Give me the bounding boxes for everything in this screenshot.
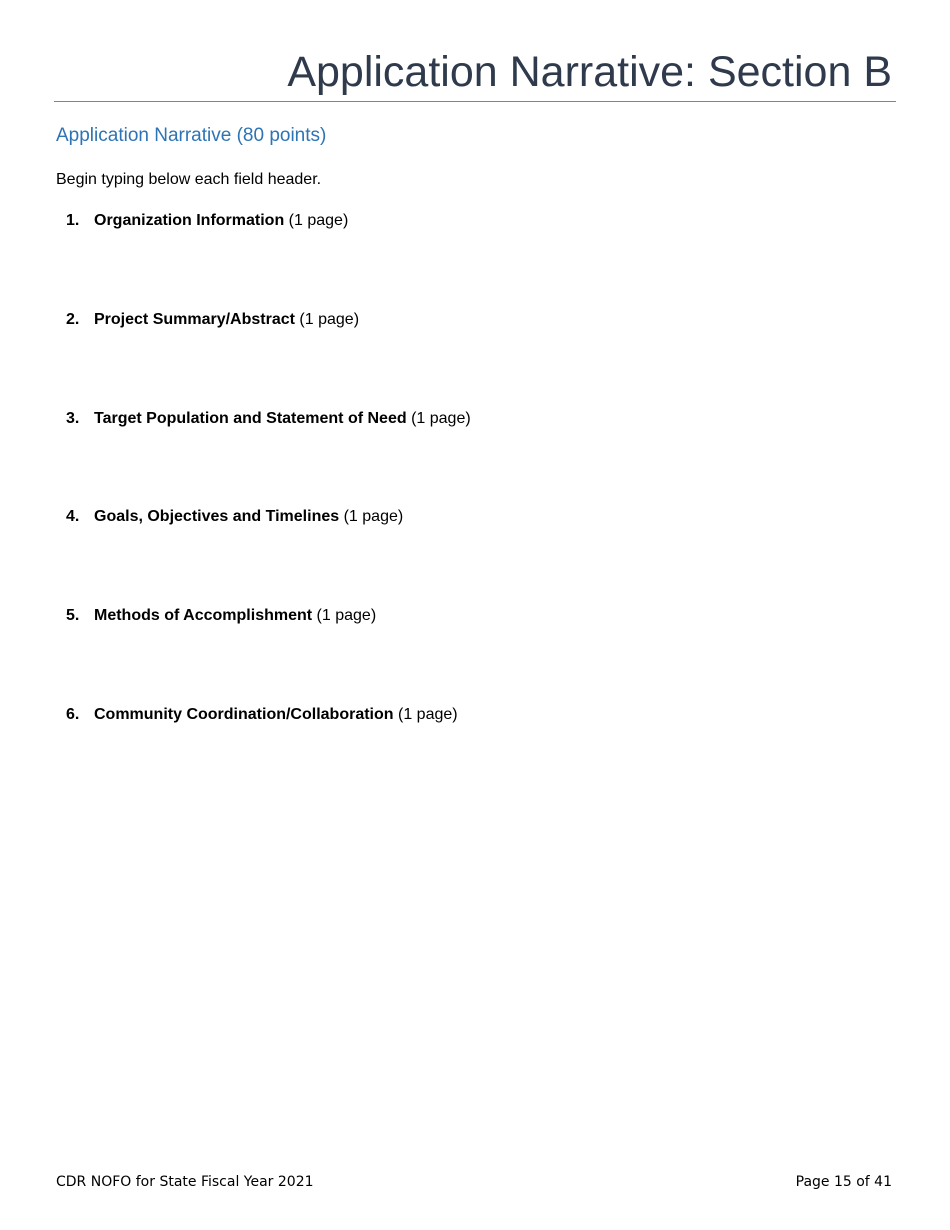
page-title: Application Narrative: Section B <box>287 48 892 96</box>
field-label: Community Coordination/Collaboration <box>94 706 394 723</box>
field-length: (1 page) <box>288 212 349 229</box>
instruction-text: Begin typing below each field header. <box>56 171 322 188</box>
field-goals-objectives[interactable] <box>56 507 403 527</box>
title-divider <box>54 101 896 102</box>
field-length: (1 page) <box>316 607 377 624</box>
field-label: Organization Information <box>94 212 285 229</box>
field-label: Methods of Accomplishment <box>94 607 313 624</box>
field-length: (1 page) <box>299 311 360 328</box>
field-number: 5. <box>66 607 80 624</box>
field-community-coordination[interactable] <box>56 705 458 725</box>
field-label: Goals, Objectives and Timelines <box>94 508 340 525</box>
field-methods[interactable] <box>56 606 376 626</box>
field-length: (1 page) <box>398 706 458 723</box>
field-length: (1 page) <box>411 410 471 427</box>
field-length: (1 page) <box>343 508 404 525</box>
field-number: 2. <box>66 311 80 328</box>
footer-document-name: CDR NOFO for State Fiscal Year 2021 <box>56 1174 314 1190</box>
field-target-population[interactable] <box>56 409 471 429</box>
field-label: Target Population and Statement of Need <box>94 410 407 427</box>
field-number: 6. <box>66 706 80 723</box>
section-heading: Application Narrative (80 points) <box>56 125 327 146</box>
field-number: 3. <box>66 410 80 427</box>
footer-page-number: Page 15 of 41 <box>795 1174 892 1190</box>
field-label: Project Summary/Abstract <box>94 311 295 328</box>
field-project-summary[interactable] <box>56 310 359 330</box>
field-number: 1. <box>66 212 80 229</box>
field-organization-information[interactable] <box>56 211 348 231</box>
field-number: 4. <box>66 508 80 525</box>
